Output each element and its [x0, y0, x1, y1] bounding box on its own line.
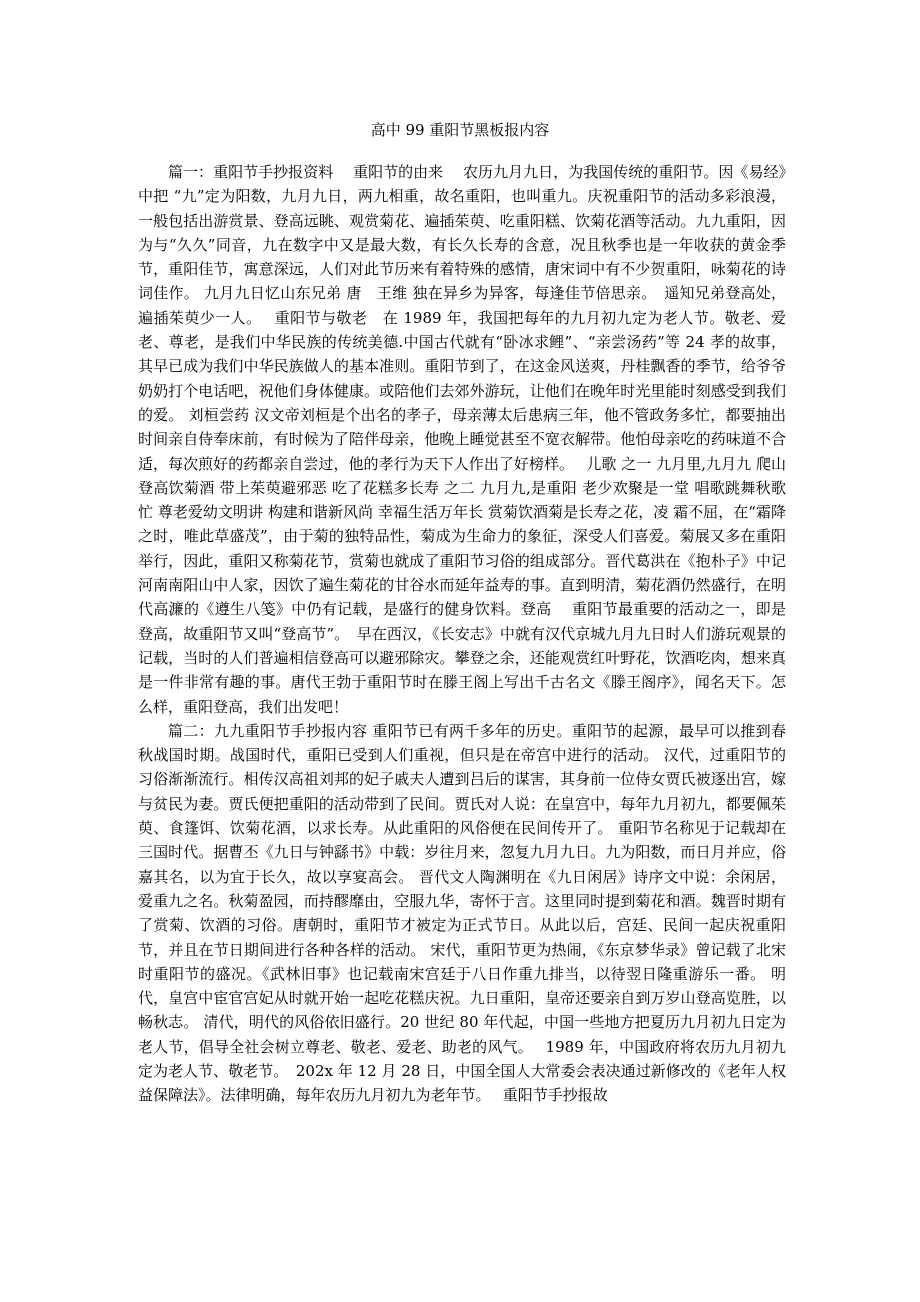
paragraph-2: 篇二：九九重阳节手抄报内容 重阳节已有两千多年的历史。重阳节的起源，最早可以推到春秋战国时期。战国时代，重阳已受到人们重视，但只是在帝宫中进行的活动。 汉代，过重阳节的习俗渐渐流行。相传汉高祖刘邦的妃子戚夫人遭到吕后的谋害，其身前一位侍女贾氏被逐出宫，嫁与贫民为妻。贾氏便把重阳的活动带到了民间。贾氏对人说：在皇宫中，每年九月初九，都要佩茱萸、食篷饵、饮菊花酒，以求长寿。从此重阳的风俗便在民间传开了。 重阳节名称见于记载却在三国时代。据曹丕《九日与钟繇书》中载：岁往月来，忽复九月九日。九为阳数，而日月并应，俗嘉其名，以为宜于长久，故以享宴高会。 晋代文人陶渊明在《九日闲居》诗序文中说：余闲居，爱重九之名。秋菊盈园，而持醪靡由，空服九华，寄怀于言。这里同时提到菊花和酒。魏晋时期有了赏菊、饮酒的习俗。唐朝时，重阳节才被定为正式节日。从此以后，宫廷、民间一起庆祝重阳节，并且在节日期间进行各种各样的活动。 宋代，重阳节更为热闹，《东京梦华录》曾记载了北宋时重阳节的盛况。《武林旧事》也记载南宋宫廷于八日作重九排当，以待翌日隆重游乐一番。 明代，皇宫中宦官宫妃从时就开始一起吃花糕庆祝。九日重阳，皇帝还要亲自到万岁山登高览胜，以畅秋志。 清代，明代的风俗依旧盛行。20 世纪 80 年代起，中国一些地方把夏历九月初九日定为老人节，倡导全社会树立尊老、敬老、爱老、助老的风气。 1989 年，中国政府将农历九月初九定为老人节、敬老节。 202x 年 12 月 28 日，中国全国人大常委会表决通过新修改的《老年人权益保障法》。法律明确，每年农历九月初九为老年节。 重阳节手抄报故 [138, 721, 786, 1105]
document-body [138, 160, 786, 1108]
paragraph-1: 篇一：重阳节手抄报资料 重阳节的由来 农历九月九日，为我国传统的重阳节。因《易经》中把 “九”定为阳数，九月九日，两九相重，故名重阳，也叫重九。庆祝重阳节的活动多彩浪漫，一般包括出游赏景、登高远眺、观赏菊花、遍插茱萸、吃重阳糕、饮菊花酒等活动。九九重阳，因为与“久久”同音，九在数字中又是最大数，有长久长寿的含意，况且秋季也是一年收获的黄金季节，重阳佳节，寓意深远，人们对此节历来有着特殊的感情，唐宋词中有不少贺重阳，咏菊花的诗词佳作。 九月九日忆山东兄弟 唐 王维 独在异乡为异客，每逢佳节倍思亲。 遥知兄弟登高处，遍插茱萸少一人。 重阳节与敬老 在 1989 年，我国把每年的九月初九定为老人节。敬老、爱老、尊老，是我们中华民族的传统美德.中国古代就有“卧冰求鲤”、“亲尝汤药”等 24 孝的故事，其早已成为我们中华民族做人的基本准则。重阳节到了，在这金风送爽，丹桂飘香的季节，给爷爷奶奶打个电话吧，祝他们身体健康。或陪他们去郊外游玩，让他们在晚年时光里能时刻感受到我们的爱。 刘桓尝药 汉文帝刘桓是个出名的孝子，母亲薄太后患病三年，他不管政务多忙，都要抽出时间亲自侍奉床前，有时候为了陪伴母亲，他晚上睡觉甚至不宽衣解带。他怕母亲吃的药味道不合适，每次煎好的药都亲自尝过，他的孝行为天下人作出了好榜样。 儿歌 之一 九月里,九月九 爬山登高饮菊酒 带上茱萸避邪恶 吃了花糕多长寿 之二 九月九,是重阳 老少欢聚是一堂 唱歌跳舞秋歌忙 尊老爱幼文明讲 构建和谐新风尚 幸福生活万年长 赏菊饮酒菊是长寿之花，凌 霜不屈，在“霜降之时，唯此草盛茂”，由于菊的独特品性，菊成为生命力的象征，深受人们喜爱。菊展又多在重阳举行，因此，重阳又称菊花节，赏菊也就成了重阳节习俗的组成部分。晋代葛洪在《抱朴子》中记河南南阳山中人家，因饮了遍生菊花的甘谷水而延年益寿的事。直到明清，菊花酒仍然盛行，在明代高濂的《遵生八笺》中仍有记载，是盛行的健身饮料。登高 重阳节最重要的活动之一，即是登高，故重阳节又叫“登高节”。 早在西汉，《长安志》中就有汉代京城九月九日时人们游玩观景的记载，当时的人们普遍相信登高可以避邪除灾。攀登之余，还能观赏红叶野花，饮酒吃肉，想来真是一件非常有趣的事。唐代王勃于重阳节时在滕王阁上写出千古名文《滕王阁序》，闻名天下。怎么样，重阳登高，我们出发吧！ [138, 163, 786, 716]
document-title: 高中 99 重阳节黑板报内容 [370, 121, 550, 139]
